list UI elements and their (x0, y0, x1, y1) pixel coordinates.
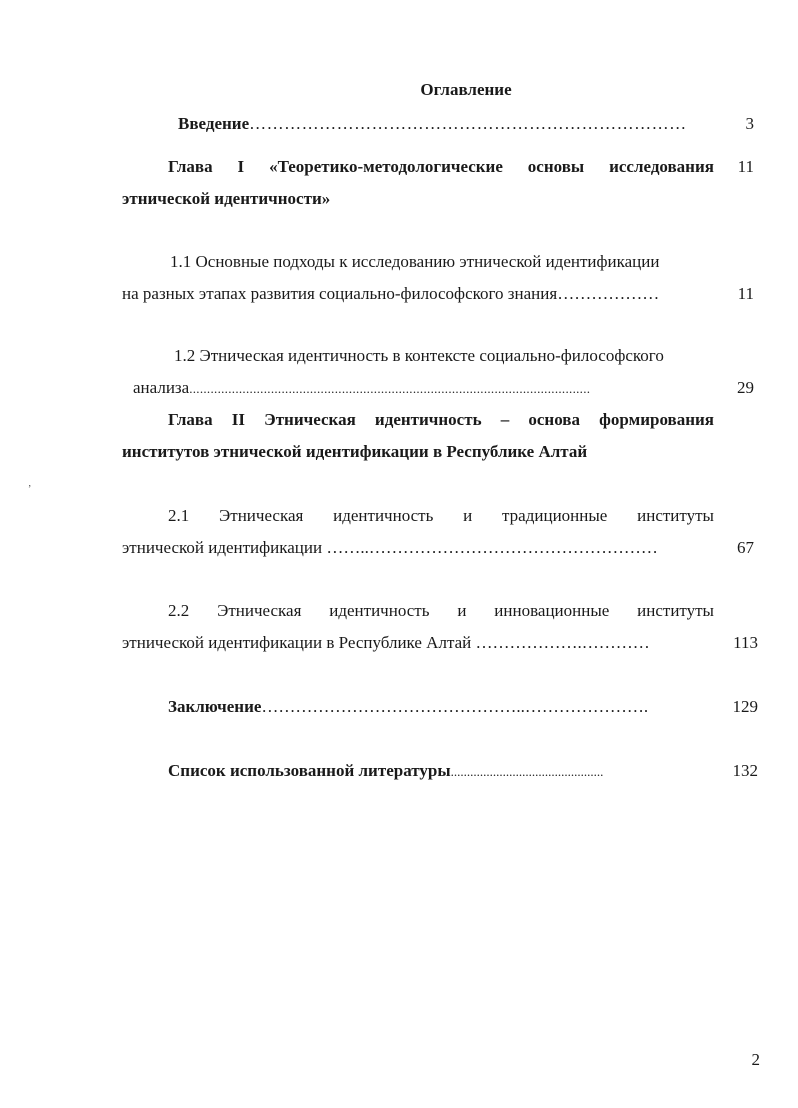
toc-intro-label (178, 114, 687, 134)
toc-section-1-1-line2 (122, 284, 659, 304)
toc-section-2-2-line1 (168, 601, 714, 621)
word: традиционные (502, 506, 608, 525)
word: идентичность (333, 506, 434, 525)
word: Этническая (264, 410, 356, 429)
toc-intro-page: 3 (745, 114, 754, 133)
toc-section-1-1-dots: ……………… (557, 284, 660, 303)
toc-section-2-1-line2 (122, 538, 658, 558)
toc-literature-label: Список использованной литературы (168, 761, 451, 780)
word: II (231, 410, 246, 429)
word: 2.1 (168, 506, 190, 525)
toc-section-2-2-dots: ……………….………… (475, 633, 650, 652)
word: и (463, 506, 473, 525)
word: формирования (599, 410, 714, 429)
word: институты (637, 601, 714, 620)
word: 2.2 (168, 601, 190, 620)
word: Этническая (217, 601, 302, 620)
toc-section-1-2-page: 29 (737, 378, 754, 397)
toc-section-1-2-text: анализа (133, 378, 190, 397)
word: Глава (168, 410, 213, 429)
toc-literature-line (168, 761, 603, 781)
word: институты (637, 506, 714, 525)
margin-mark: ʼ (28, 484, 32, 495)
toc-conclusion-dots: ………………………………………..…………………. (261, 697, 649, 716)
toc-section-2-1-text: этнической идентификации (122, 538, 323, 557)
word: основы (527, 157, 585, 176)
toc-conclusion-label: Заключение (168, 697, 262, 716)
toc-chapter1-line1 (168, 157, 714, 177)
toc-section-1-1-text: на разных этапах развития социально-философского знания (122, 284, 558, 303)
toc-title: Оглавление (420, 80, 512, 99)
toc-chapter2-line1 (168, 410, 714, 430)
toc-section-2-2-line2 (122, 633, 650, 653)
toc-conclusion-line (168, 697, 648, 717)
toc-section-2-1-line1 (168, 506, 714, 526)
toc-conclusion-page: 129 (732, 697, 758, 716)
word: исследования (609, 157, 714, 176)
toc-chapter1-page: 11 (737, 157, 754, 176)
toc-literature-dots: ............................................... (450, 764, 604, 779)
page-number: 2 (751, 1050, 760, 1069)
word: Глава (168, 157, 213, 176)
word: «Теоретико-методологические (269, 157, 503, 176)
toc-section-1-2-line1: 1.2 Этническая идентичность в контексте социально-философского (174, 346, 664, 365)
toc-intro-text: Введение (178, 114, 250, 133)
word: основа (528, 410, 580, 429)
word: – (500, 410, 510, 429)
word: идентичность (374, 410, 482, 429)
toc-section-2-1-page: 67 (737, 538, 754, 557)
word: Этническая (219, 506, 304, 525)
toc-section-1-1-page: 11 (737, 284, 754, 303)
toc-intro-dots: ………………………………………………………………… (249, 114, 687, 133)
toc-section-1-2-line2 (133, 378, 703, 398)
word: инновационные (494, 601, 610, 620)
word: I (237, 157, 245, 176)
word: идентичность (329, 601, 430, 620)
toc-chapter2-line2: институтов этнической идентификации в Республике Алтай (122, 442, 588, 461)
toc-section-1-2-dots: ................................................................................................................. (189, 381, 591, 396)
toc-section-1-1-line1: 1.1 Основные подходы к исследованию этнической идентификации (170, 252, 660, 271)
toc-section-2-1-dots: ……..…………………………………………… (326, 538, 658, 557)
toc-literature-page: 132 (732, 761, 758, 780)
word: и (457, 601, 467, 620)
toc-chapter1-line2: этнической идентичности» (122, 189, 331, 208)
toc-section-2-2-text: этнической идентификации в Республике Алтай (122, 633, 472, 652)
toc-section-2-2-page: 113 (733, 633, 758, 652)
